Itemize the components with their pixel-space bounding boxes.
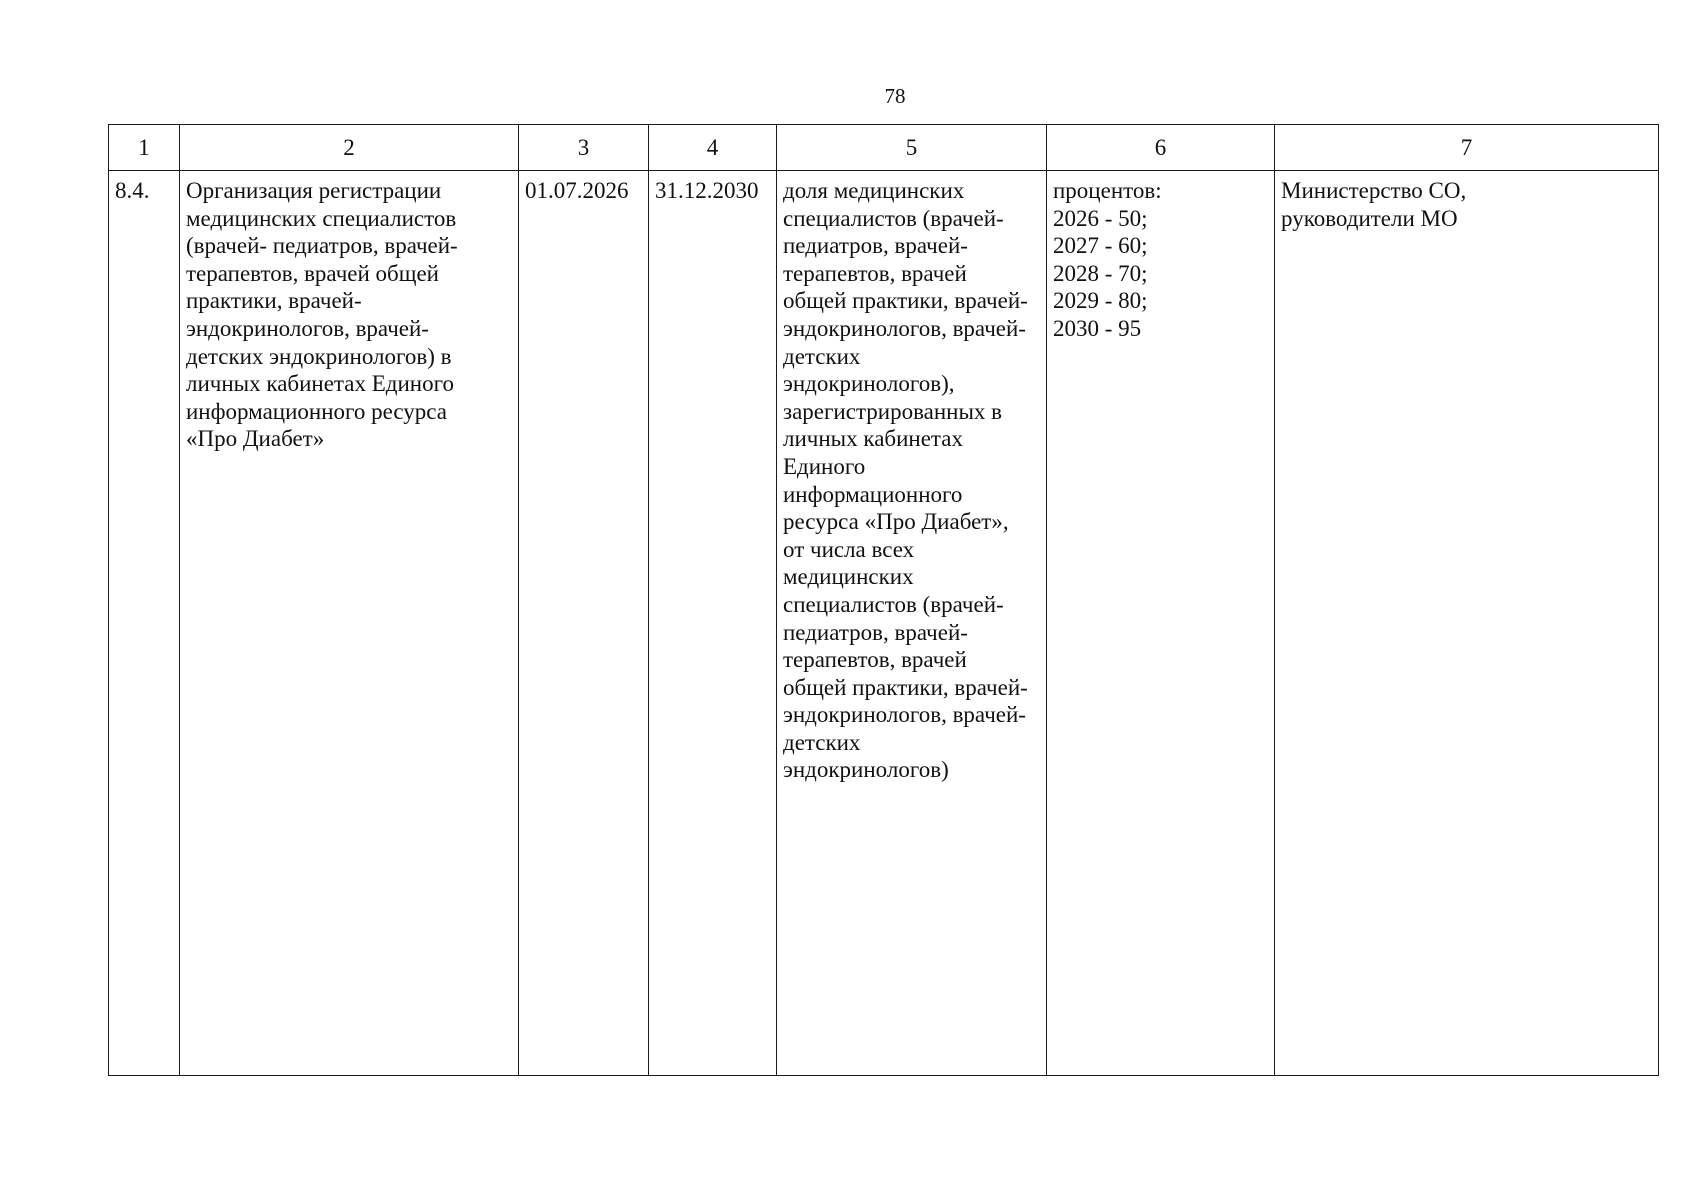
values-cell — [1047, 171, 1275, 1076]
column-header-2: 2 — [180, 125, 519, 171]
column-header-5: 5 — [777, 125, 1047, 171]
activity-text: Организация регистрации медицинских специалистов (врачей- педиатров, врачей- терапевтов, врачей общей практики, врачей- эндокринологов, врачей- детских эндокринологов) в личных кабинетах Единого информационного ресурса «Про Диабет» — [186, 178, 458, 452]
start-date-cell — [519, 171, 649, 1076]
row-number: 8.4. — [115, 178, 150, 203]
start-date: 01.07.2026 — [525, 178, 629, 203]
activity-cell — [180, 171, 519, 1076]
column-header-1: 1 — [109, 125, 180, 171]
column-header-7: 7 — [1275, 125, 1659, 171]
table-row — [109, 171, 1659, 1076]
end-date: 31.12.2030 — [655, 178, 759, 203]
column-header-6: 6 — [1047, 125, 1275, 171]
document-table — [108, 124, 1659, 1076]
responsible-cell — [1275, 171, 1659, 1076]
page-number: 78 — [884, 84, 906, 108]
indicator-cell — [777, 171, 1047, 1076]
indicator-text: доля медицинских специалистов (врачей- педиатров, врачей- терапевтов, врачей общей практики, врачей- эндокринологов, врачей- детских эндокринологов), зарегистрированных в личных кабинетах Единого информационного ресурса «Про Диабет», от числа всех медицинских специалистов (врачей- педиатров, врачей- терапевтов, врачей общей практики, врачей- эндокринологов, врачей- детских эндокринологов) — [783, 178, 1028, 783]
row-number-cell — [109, 171, 180, 1076]
column-header-4: 4 — [649, 125, 777, 171]
column-header-3: 3 — [519, 125, 649, 171]
end-date-cell — [649, 171, 777, 1076]
indicator-values: процентов: 2026 - 50; 2027 - 60; 2028 - 70; 2029 - 80; 2030 - 95 — [1053, 178, 1162, 341]
table-header-row — [109, 125, 1659, 171]
responsible-text: Министерство СО, руководители МО — [1281, 178, 1467, 231]
